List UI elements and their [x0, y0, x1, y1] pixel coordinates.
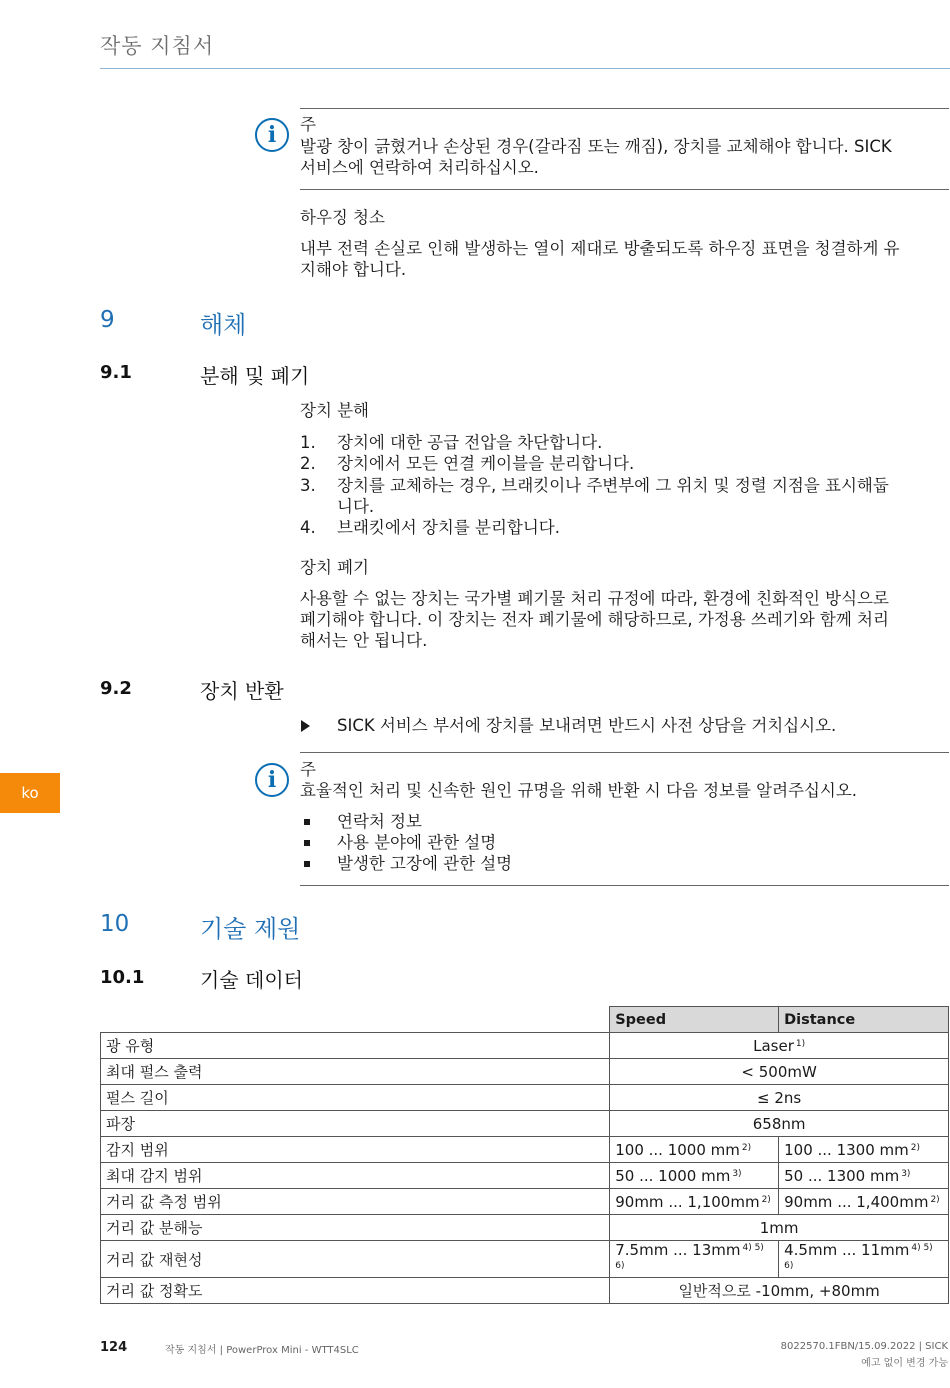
- note-bottom-rule: [300, 885, 949, 886]
- step-text: 장치에서 모든 연결 케이블을 분리합니다.: [337, 454, 635, 473]
- subsection-title: 분해 및 폐기: [200, 364, 310, 388]
- step-number: 4.: [300, 518, 316, 537]
- housing-heading: 하우징 청소: [300, 208, 385, 227]
- table-row: [101, 1241, 949, 1278]
- note-label: 주: [300, 115, 316, 134]
- row-label: 거리 값 분해능: [101, 1215, 610, 1241]
- distance-value: 4.5mm ... 11mm $^{4) 5) 6)}$: [779, 1241, 949, 1278]
- row-label: 파장: [101, 1111, 610, 1137]
- return-step-text: SICK 서비스 부서에 장치를 보내려면 반드시 사전 상담을 거치십시오.: [337, 716, 837, 735]
- housing-text: 내부 전력 손실로 인해 발생하는 열이 제대로 방출되도록 하우징 표면을 청결하게 유: [300, 239, 900, 258]
- header-divider: [100, 68, 950, 69]
- table-row: [101, 1059, 949, 1085]
- bullet-icon: [304, 819, 310, 825]
- bullet-text: 사용 분야에 관한 설명: [337, 833, 497, 852]
- distance-value: 100 ... 1300 mm $^{2)}$: [779, 1137, 949, 1163]
- note-text-line: 발광 창이 긁혔거나 손상된 경우(갈라짐 또는 깨짐), 장치를 교체해야 합니다. SICK: [300, 137, 892, 156]
- column-header-speed: Speed: [610, 1007, 779, 1033]
- note-top-rule: [300, 108, 949, 109]
- speed-value: 50 ... 1000 mm $^{3)}$: [610, 1163, 779, 1189]
- table-row: [101, 1278, 949, 1304]
- step-number: 1.: [300, 433, 316, 452]
- row-label: 거리 값 측정 범위: [101, 1189, 610, 1215]
- table-row: [101, 1163, 949, 1189]
- section-number: 9: [100, 307, 115, 333]
- step-text: 니다.: [337, 497, 375, 516]
- row-label: 최대 감지 범위: [101, 1163, 610, 1189]
- table-row: [101, 1189, 949, 1215]
- action-arrow-icon: [301, 720, 310, 732]
- distance-value: 90mm ... 1,400mm $^{2)}$: [779, 1189, 949, 1215]
- subsection-title: 장치 반환: [200, 679, 284, 703]
- speed-value: 7.5mm ... 13mm $^{4) 5) 6)}$: [610, 1241, 779, 1278]
- row-value: Laser $^{1)}$: [610, 1033, 949, 1059]
- note-label: 주: [300, 760, 316, 779]
- disassembly-heading: 장치 분해: [300, 401, 370, 420]
- speed-value: 100 ... 1000 mm $^{2)}$: [610, 1137, 779, 1163]
- disposal-heading: 장치 폐기: [300, 558, 370, 577]
- step-number: 3.: [300, 476, 316, 495]
- bullet-icon: [304, 861, 310, 867]
- disposal-text: 해서는 안 됩니다.: [300, 631, 428, 650]
- header-title: 작동 지침서: [100, 34, 215, 58]
- table-row: [101, 1033, 949, 1059]
- subsection-number: 9.2: [100, 678, 132, 699]
- row-label: 최대 펄스 출력: [101, 1059, 610, 1085]
- row-value: 1mm: [610, 1215, 949, 1241]
- row-value: < 500mW: [610, 1059, 949, 1085]
- note-text-line: 서비스에 연락하여 처리하십시오.: [300, 158, 539, 177]
- page-number: 124: [100, 1340, 128, 1355]
- table-row: [101, 1215, 949, 1241]
- tech-data-table: [100, 1006, 949, 1304]
- step-text: 장치에 대한 공급 전압을 차단합니다.: [337, 433, 603, 452]
- subsection-number: 10.1: [100, 967, 145, 988]
- subsection-title: 기술 데이터: [200, 968, 303, 992]
- row-label: 광 유형: [101, 1033, 610, 1059]
- section-title: 해체: [200, 311, 247, 339]
- distance-value: 50 ... 1300 mm $^{3)}$: [779, 1163, 949, 1189]
- language-tab[interactable]: ko: [0, 773, 60, 813]
- section-title: 기술 제원: [200, 915, 301, 943]
- column-header-distance: Distance: [779, 1007, 949, 1033]
- table-row: [101, 1137, 949, 1163]
- note-text: 효율적인 처리 및 신속한 원인 규명을 위해 반환 시 다음 정보를 알려주십시오.: [300, 781, 858, 800]
- table-header-row: [101, 1007, 949, 1033]
- bullet-text: 연락처 정보: [337, 812, 422, 831]
- row-value: 658nm: [610, 1111, 949, 1137]
- section-number: 10: [100, 911, 130, 937]
- row-label: 거리 값 재현성: [101, 1241, 610, 1278]
- note-top-rule: [300, 752, 949, 753]
- step-text: 브래킷에서 장치를 분리합니다.: [337, 518, 560, 537]
- table-row: [101, 1085, 949, 1111]
- housing-text: 지해야 합니다.: [300, 260, 407, 279]
- bullet-icon: [304, 840, 310, 846]
- row-value: 일반적으로 -10mm, +80mm: [610, 1278, 949, 1304]
- note-bottom-rule: [300, 189, 949, 190]
- disposal-text: 폐기해야 합니다. 이 장치는 전자 폐기물에 해당하므로, 가정용 쓰레기와 함께 처리: [300, 610, 889, 629]
- disposal-text: 사용할 수 없는 장치는 국가별 폐기물 처리 규정에 따라, 환경에 친화적인 방식으로: [300, 589, 889, 608]
- speed-value: 90mm ... 1,100mm $^{2)}$: [610, 1189, 779, 1215]
- subsection-number: 9.1: [100, 362, 132, 383]
- table-header-empty: [101, 1007, 610, 1033]
- bullet-text: 발생한 고장에 관한 설명: [337, 854, 513, 873]
- footer-notice: 예고 없이 변경 가능: [861, 1358, 948, 1369]
- table-row: [101, 1111, 949, 1137]
- info-icon: i: [255, 118, 289, 152]
- footer-doc-id: 8022570.1FBN/15.09.2022 | SICK: [780, 1341, 948, 1352]
- step-number: 2.: [300, 454, 316, 473]
- row-label: 감지 범위: [101, 1137, 610, 1163]
- row-value: ≤ 2ns: [610, 1085, 949, 1111]
- info-icon: i: [255, 763, 289, 797]
- step-text: 장치를 교체하는 경우, 브래킷이나 주변부에 그 위치 및 정렬 지점을 표시해둡: [337, 476, 889, 495]
- row-label: 거리 값 정확도: [101, 1278, 610, 1304]
- row-label: 펄스 길이: [101, 1085, 610, 1111]
- footer-document: 작동 지침서 | PowerProx Mini - WTT4SLC: [165, 1345, 359, 1356]
